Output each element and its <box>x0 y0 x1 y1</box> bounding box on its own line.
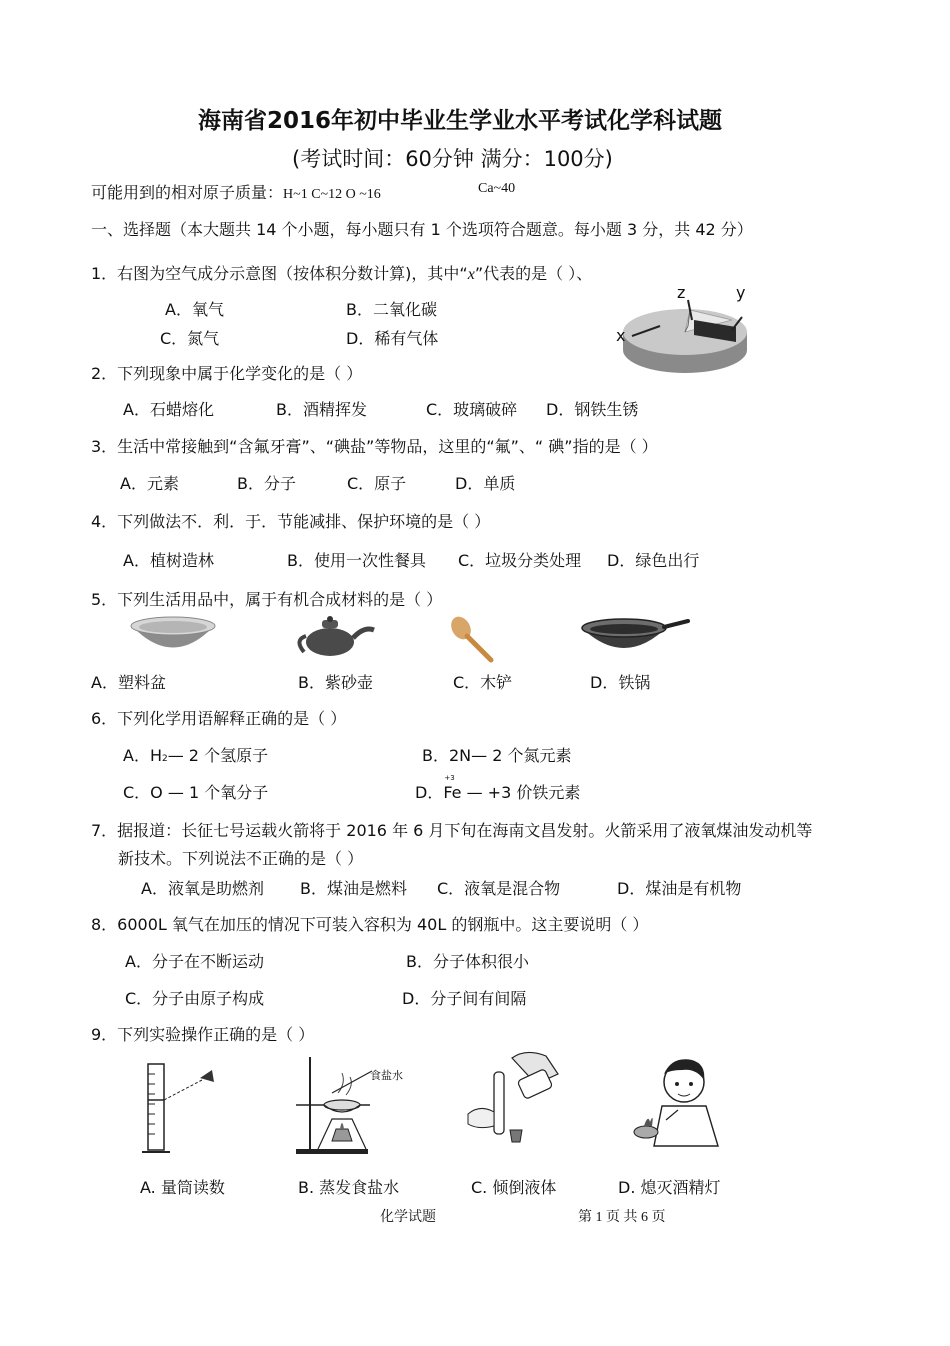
clay-teapot-image <box>292 612 382 662</box>
question-8-stem: 8．6000L 氧气在加压的情况下可装入容积为 40L 的钢瓶中。这主要说明（ ） <box>91 915 649 934</box>
q1-option-b: B．二氧化碳 <box>346 300 437 319</box>
q8-option-d: D．分子间有间隔 <box>402 989 527 1008</box>
q4-option-d: D．绿色出行 <box>607 551 700 570</box>
q2-option-c: C．玻璃破碎 <box>426 400 518 419</box>
page-subtitle: (考试时间：60分钟 满分：100分) <box>292 147 613 171</box>
q7-option-b: B．煤油是燃料 <box>300 879 407 898</box>
pouring-liquid-image <box>460 1044 570 1154</box>
q9-option-c: C. 倾倒液体 <box>471 1178 557 1197</box>
q6-a-prefix: A．H <box>123 746 162 765</box>
q6-d-prefix: D． <box>415 783 444 802</box>
q6-a-subscript: 2 <box>161 754 168 764</box>
q1-option-a: A．氧气 <box>165 300 224 319</box>
pie-label-x: x <box>616 326 626 345</box>
question-3-stem: 3．生活中常接触到“含氟牙膏”、“碘盐”等物品，这里的“氟”、“ 碘”指的是（ ） <box>91 437 658 456</box>
q3-option-c: C．原子 <box>347 474 407 493</box>
q3-option-a: A．元素 <box>120 474 179 493</box>
q2-option-a: A．石蜡熔化 <box>123 400 214 419</box>
footer-subject: 化学试题 <box>380 1210 436 1225</box>
question-7-stem-line-1: 7．据报道：长征七号运载火箭将于 2016 年 6 月下旬在海南文昌发射。火箭采用了液氧煤油发动机等 <box>91 821 813 840</box>
q1-option-d: D．稀有气体 <box>346 329 439 348</box>
q7-option-c: C．液氧是混合物 <box>437 879 561 898</box>
plastic-basin-image <box>128 614 218 664</box>
atomic-mass-label: 可能用到的相对原子质量： <box>91 183 284 202</box>
footer-page-number: 第 1 页 共 6 页 <box>578 1210 666 1225</box>
q8-option-b: B．分子体积很小 <box>406 952 529 971</box>
q4-option-a: A．植树造林 <box>123 551 214 570</box>
graduated-cylinder-image <box>140 1060 230 1160</box>
q1-option-c: C．氮气 <box>160 329 220 348</box>
air-composition-pie-figure <box>610 280 770 380</box>
q9-option-a: A. 量筒读数 <box>140 1178 225 1197</box>
q5-option-a: A．塑料盆 <box>91 673 166 692</box>
q8-option-c: C．分子由原子构成 <box>125 989 265 1008</box>
pie-label-z: z <box>677 283 686 302</box>
page-title: 海南省2016年初中毕业生学业水平考试化学科试题 <box>198 108 723 134</box>
q2-option-d: D．钢铁生锈 <box>546 400 639 419</box>
question-9-stem: 9．下列实验操作正确的是（ ） <box>91 1025 315 1044</box>
q6-option-a <box>123 743 268 766</box>
question-2-stem: 2．下列现象中属于化学变化的是（ ） <box>91 364 363 383</box>
q7-option-d: D．煤油是有机物 <box>617 879 742 898</box>
q6-a-text: — 2 个氢原子 <box>167 746 269 765</box>
wooden-spatula-image <box>447 614 497 664</box>
q6-option-b: B．2N— 2 个氮元素 <box>422 746 572 765</box>
q7-option-a: A．液氧是助燃剂 <box>141 879 264 898</box>
extinguish-lamp-image <box>626 1050 731 1160</box>
question-1-stem <box>91 261 592 284</box>
q5-option-c: C．木铲 <box>453 673 513 692</box>
q5-option-b: B．紫砂壶 <box>298 673 373 692</box>
q9-option-d: D. 熄灭酒精灯 <box>618 1178 721 1197</box>
atomic-mass-values: H~1 C~12 O ~16 <box>283 187 381 202</box>
q6-option-d <box>415 774 581 803</box>
question-5-stem: 5．下列生活用品中，属于有机合成材料的是（ ） <box>91 590 443 609</box>
q6-d-text: Fe — +3 价铁元素 <box>443 783 581 802</box>
q1-stem-part: 1．右图为空气成分示意图（按体积分数计算)，其中“ <box>91 264 468 283</box>
question-4-stem: 4．下列做法不．利．于．节能减排、保护环境的是（ ） <box>91 512 491 531</box>
iron-wok-image <box>580 612 692 662</box>
q9-option-b: B. 蒸发食盐水 <box>298 1178 400 1197</box>
section-heading: 一、选择题（本大题共 14 个小题，每小题只有 1 个选项符合题意。每小题 3 分，共 42 分） <box>91 220 753 239</box>
atomic-mass-line <box>91 180 381 203</box>
q6-option-c: C．O — 1 个氧分子 <box>123 783 269 802</box>
q5-option-d: D．铁锅 <box>590 673 651 692</box>
q1-stem-x: x <box>467 266 475 283</box>
q4-option-c: C．垃圾分类处理 <box>458 551 582 570</box>
q3-option-b: B．分子 <box>237 474 296 493</box>
q4-option-b: B．使用一次性餐具 <box>287 551 426 570</box>
q8-option-a: A．分子在不断运动 <box>125 952 264 971</box>
q1-stem-part: ”代表的是（ ）、 <box>474 264 593 283</box>
q3-option-d: D．单质 <box>455 474 516 493</box>
q2-option-b: B．酒精挥发 <box>276 400 367 419</box>
question-6-stem: 6．下列化学用语解释正确的是（ ） <box>91 709 347 728</box>
q6-d-superscript: +3 <box>444 774 455 782</box>
atomic-mass-ca: Ca~40 <box>478 181 516 196</box>
question-7-stem-line-2: 新技术。下列说法不正确的是（ ） <box>118 849 364 868</box>
salt-water-label: 食盐水 <box>370 1069 403 1082</box>
pie-label-y: y <box>736 283 746 302</box>
